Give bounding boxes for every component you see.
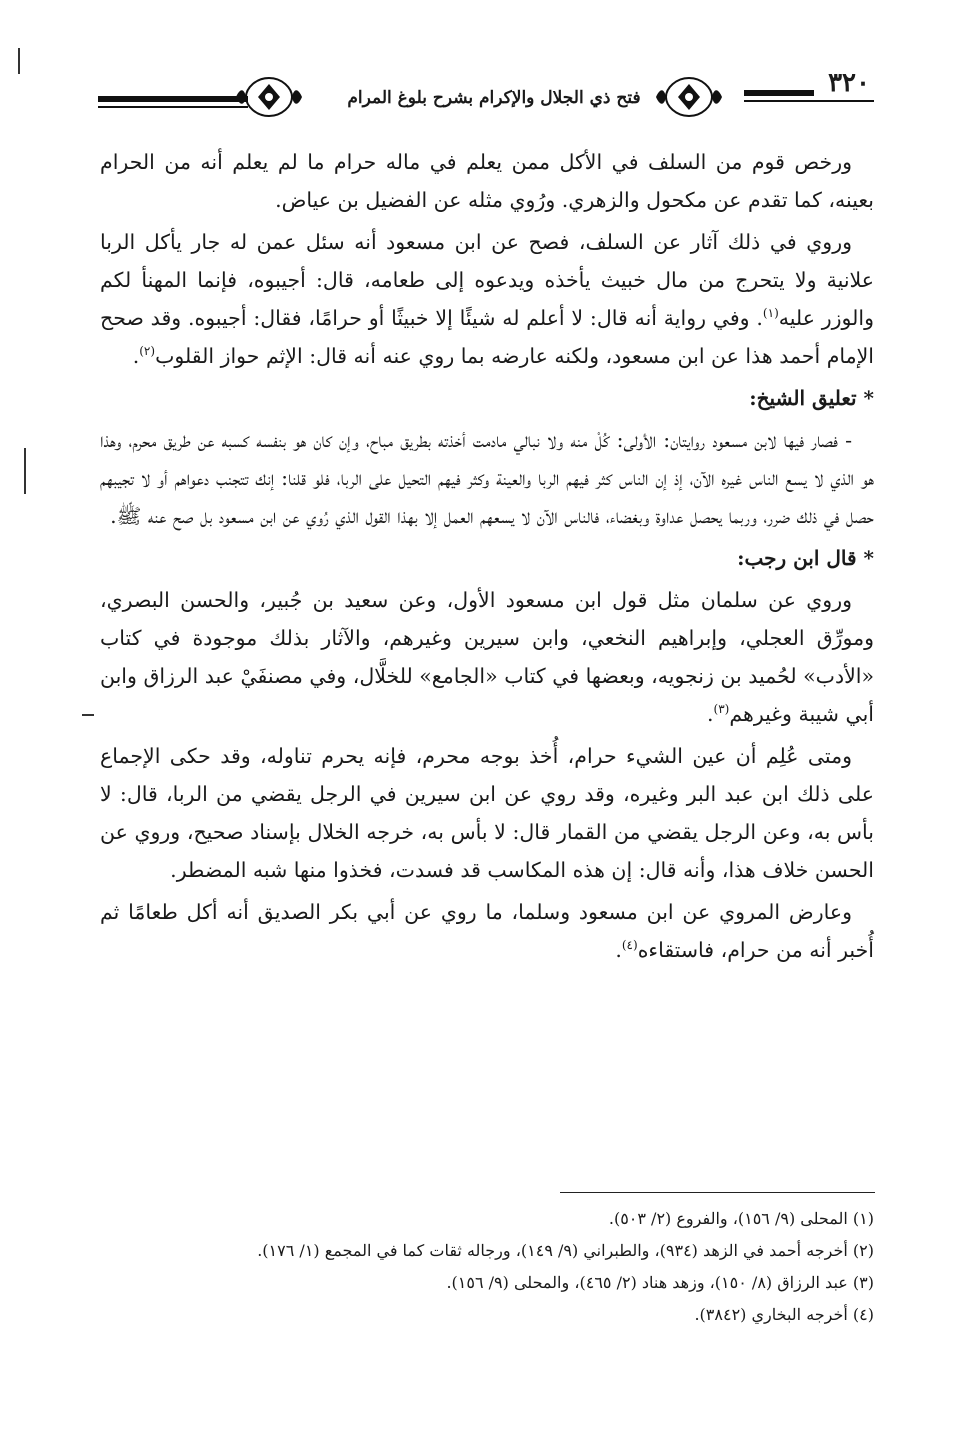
footnote-4: (٤) أخرجه البخاري (٣٨٤٢).: [694, 1305, 874, 1324]
paragraph-2-text-c: .: [132, 344, 140, 368]
page-header: [98, 66, 874, 124]
paragraph-4-text-b: .: [707, 702, 714, 726]
footnotes: [100, 1203, 874, 1331]
footnote-ref-2: (٢): [139, 344, 156, 359]
header-ornament-right-icon: [654, 74, 724, 120]
paragraph-2-text-a: وروي في ذلك آثار عن السلف، فصح عن ابن مسعود أنه سئل عمن له جار يأكل الربا علانية ولا يتحرج من مال خبيث يأخذه ويدعوه إلى طعامه، قال: أجيبوه، فإنما المهنأ لكم والوزر عليه: [100, 230, 874, 330]
footnote-3: (٣) عبد الرزاق (٨/ ١٥٠)، وزهد هناد (٢/ ٤٦٥)، والمحلى (٩/ ١٥٦).: [446, 1273, 874, 1292]
footnote-ref-3: (٣): [713, 702, 730, 717]
paragraph-3: - فصار فيها لابن مسعود روايتان: الأولى: كُلْ منه ولا نبالي مادمت أخذته بطريق مباح، وإن كان هو بنفسه كسبه عن طريق محرم، وهذا هو الذي لا يسع الناس غيره الآن، إذ إن الناس كثر فيهم الربا والعينة وكثر فيهم التحيل على الربا، فلو قلنا: إنك تتجنب دعواهم أو لا تجيبهم حصل في ذلك ضرر، وربما يحصل عداوة وبغضاء، فالناس الآن لا يسعهم العمل إلا بهذا القول الذي رُوي عن ابن مسعود بل صح عنه ﷺ.: [100, 428, 874, 528]
paragraph-6-text-a: وعارض المروي عن ابن مسعود وسلما، ما روي عن أبي بكر الصديق أنه أكل طعامًا ثم أُخبر أنه من حرام، فاستقاءه: [100, 900, 874, 962]
margin-mark-dash: [82, 714, 94, 716]
paragraph-6-text-b: .: [615, 938, 622, 962]
paragraph-2-text-b: . وفي رواية أنه قال: لا أعلم له شيئًا إلا خبيثًا أو حرامًا، فقال: أجيبوه. وقد صحح الإمام أحمد هذا عن ابن مسعود، ولكنه عارضه بما روي عنه أنه قال: الإثم حواز القلوب: [100, 306, 874, 368]
footnote-1: (١) المحلى (٩/ ١٥٦)، والفروع (٢/ ٥٠٣).: [608, 1209, 874, 1228]
margin-mark-middle: [24, 448, 26, 494]
footnote-separator: [560, 1192, 875, 1193]
paragraph-4: [100, 581, 874, 733]
header-rule-right-upper: [744, 90, 814, 96]
heading-sheikh-comment: * تعليق الشيخ:: [749, 386, 874, 410]
header-rule-left-lower: [98, 106, 248, 108]
running-title: فتح ذي الجلال والإكرام بشرح بلوغ المرام: [347, 88, 641, 108]
main-text: [100, 143, 874, 973]
header-rule-right-lower: [744, 100, 874, 102]
paragraph-6: [100, 893, 874, 969]
header-rule-left: [98, 96, 248, 102]
footnote-ref-4: (٤): [621, 938, 638, 953]
paragraph-2: [100, 223, 874, 375]
footnote-ref-1: (١): [762, 306, 779, 321]
paragraph-4-text-a: وروي عن سلمان مثل قول ابن مسعود الأول، وعن سعيد بن جُبير، والحسن البصري، ومورِّق العجلي، وإبراهيم النخعي، وابن سيرين وغيرهم، والآثار بذلك موجودة في كتاب «الأدب» لحُميد بن زنجويه، وبعضها في كتاب «الجامع» للخلَّال، وفي مصنفَيْ عبد الرزاق وابن أبي شيبة وغيرهم: [100, 588, 874, 726]
paragraph-5: ومتى عُلِم أن عين الشيء حرام، أُخذ بوجه محرم، فإنه يحرم تناوله، وقد حكى الإجماع على ذلك ابن عبد البر وغيره، وقد روي عن ابن سيرين في الرجل يقضي من الربا، قال: لا بأس به، وعن الرجل يقضي من القمار قال: لا بأس به، خرجه الخلال بإسناد صحيح، وروي عن الحسن خلاف هذا، وأنه قال: إن هذه المكاسب قد فسدت، فخذوا منها شبه المضطر.: [100, 744, 874, 882]
paragraph-1: ورخص قوم من السلف في الأكل ممن يعلم في ماله حرام ما لم يعلم أنه من الحرام بعينه، كما تقدم عن مكحول والزهري. ورُوي مثله عن الفضيل بن عياض.: [100, 150, 874, 212]
page-number: ٣٢٠: [828, 68, 870, 98]
margin-mark-top: [18, 48, 20, 74]
heading-ibn-rajab: * قال ابن رجب:: [737, 546, 874, 570]
footnote-2: (٢) أخرجه أحمد في الزهد (٩٣٤)، والطبراني (٩/ ١٤٩)، ورجاله ثقات كما في المجمع (١/ ١٧٦).: [257, 1241, 874, 1260]
